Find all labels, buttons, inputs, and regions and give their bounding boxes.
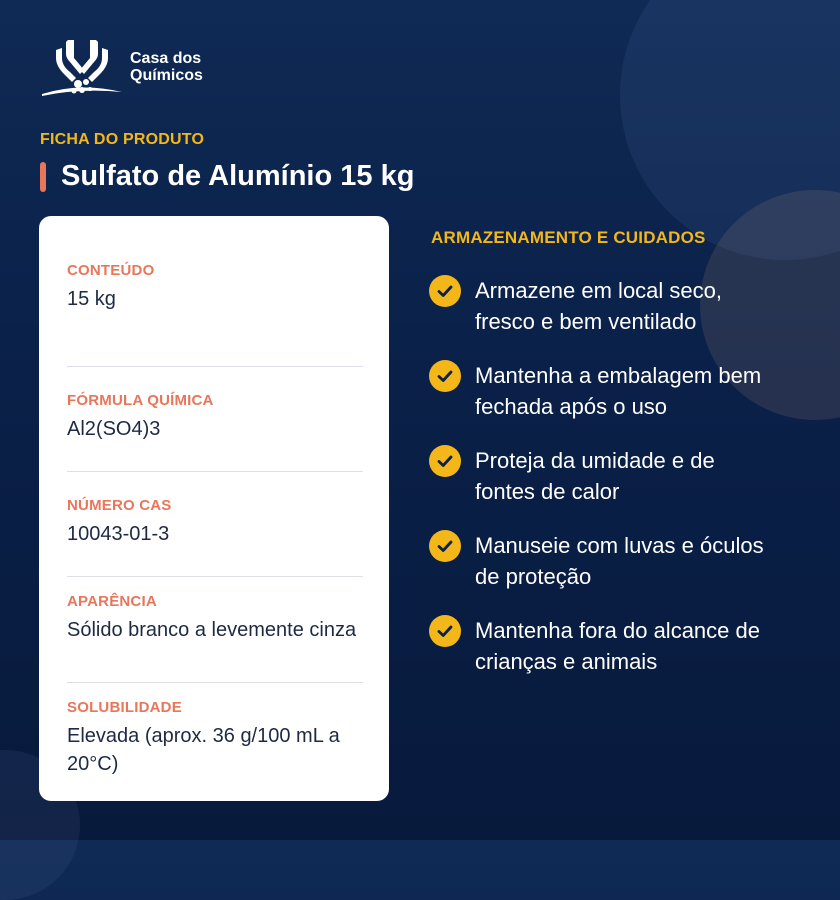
list-item-text: Manuseie com luvas e óculos de proteção [475, 533, 764, 589]
spec-item-solubility [67, 683, 363, 778]
brand-logo [40, 36, 203, 98]
spec-label: APARÊNCIA [67, 593, 157, 610]
check-circle-icon [429, 445, 461, 477]
brand-name-line1: Casa dos [130, 50, 202, 67]
list-item-text: Proteja da umidade e de fontes de calor [475, 448, 715, 504]
spec-item-appearance [67, 577, 363, 683]
spec-label: NÚMERO CAS [67, 497, 172, 514]
list-item-text: Mantenha a embalagem bem fechada após o uso [475, 363, 762, 419]
list-item-text: Armazene em local seco, fresco e bem ventilado [475, 278, 722, 334]
list-item-text: Mantenha fora do alcance de crianças e animais [475, 618, 760, 674]
list-item [429, 445, 769, 507]
title-accent-bar [40, 162, 46, 192]
spec-label: FÓRMULA QUÍMICA [67, 392, 214, 409]
check-circle-icon [429, 530, 461, 562]
spec-value: Sólido branco a levemente cinza [67, 619, 357, 641]
spec-value: 15 kg [67, 288, 116, 310]
check-circle-icon [429, 275, 461, 307]
background-circle [620, 0, 840, 260]
brand-name [130, 50, 203, 84]
check-circle-icon [429, 360, 461, 392]
spec-label: SOLUBILIDADE [67, 699, 182, 716]
section-eyebrow: FICHA DO PRODUTO [40, 131, 205, 148]
spec-card [39, 216, 389, 801]
list-item [429, 360, 769, 422]
list-item [429, 615, 769, 677]
spec-value: Elevada (aprox. 36 g/100 mL a 20°C) [67, 725, 340, 775]
spec-item-formula [67, 367, 363, 472]
list-item [429, 530, 769, 592]
flask-hands-logo-icon [40, 36, 124, 98]
care-heading: ARMAZENAMENTO E CUIDADOS [431, 228, 706, 247]
spec-label: CONTEÚDO [67, 262, 155, 279]
care-list [429, 275, 769, 700]
spec-value: Al2(SO4)3 [67, 418, 161, 440]
title-row [40, 160, 414, 193]
spec-item-cas [67, 472, 363, 577]
spec-item-content [67, 262, 363, 367]
list-item [429, 275, 769, 337]
check-circle-icon [429, 615, 461, 647]
page-title: Sulfato de Alumínio 15 kg [61, 160, 415, 192]
spec-value: 10043-01-3 [67, 523, 170, 545]
brand-name-line2: Químicos [130, 67, 203, 84]
